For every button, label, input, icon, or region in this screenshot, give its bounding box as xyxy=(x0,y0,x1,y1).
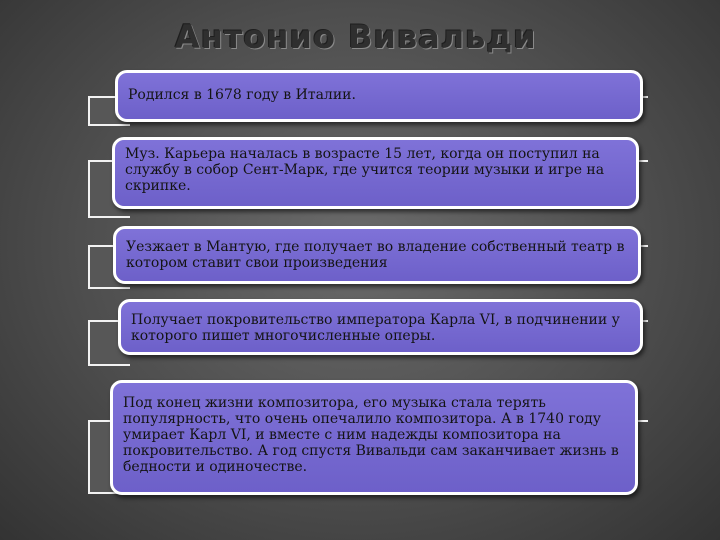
timeline-box-4 xyxy=(118,299,643,355)
timeline-text: Родился в 1678 году в Италии. xyxy=(128,87,356,103)
timeline-text: Уезжает в Мантую, где получает во владение собственный театр в котором ставит свои произведения xyxy=(126,239,625,271)
timeline-box-2 xyxy=(112,137,639,209)
page-title: Антонио Вивальди xyxy=(175,18,537,56)
timeline-box-5 xyxy=(110,380,638,495)
timeline-box-3 xyxy=(113,226,641,284)
timeline-text: Получает покровительство императора Карла VI, в подчинении у которого пишет многочисленные оперы. xyxy=(131,312,620,344)
timeline-text: Под конец жизни композитора, его музыка стала терять популярность, что очень опечалило композитора. А в 1740 году умирает Карл VI, и вместе с ним надежды композитора на покровительство. А год спустя Вивальди сам заканчивает жизнь в бедности и одиночестве. xyxy=(123,395,619,475)
timeline-box-1 xyxy=(115,70,643,122)
timeline-text: Муз. Карьера началась в возрасте 15 лет, когда он поступил на службу в собор Сент-Марк, где учится теории музыки и игре на скрипке. xyxy=(125,146,605,194)
connector-line xyxy=(640,245,648,247)
